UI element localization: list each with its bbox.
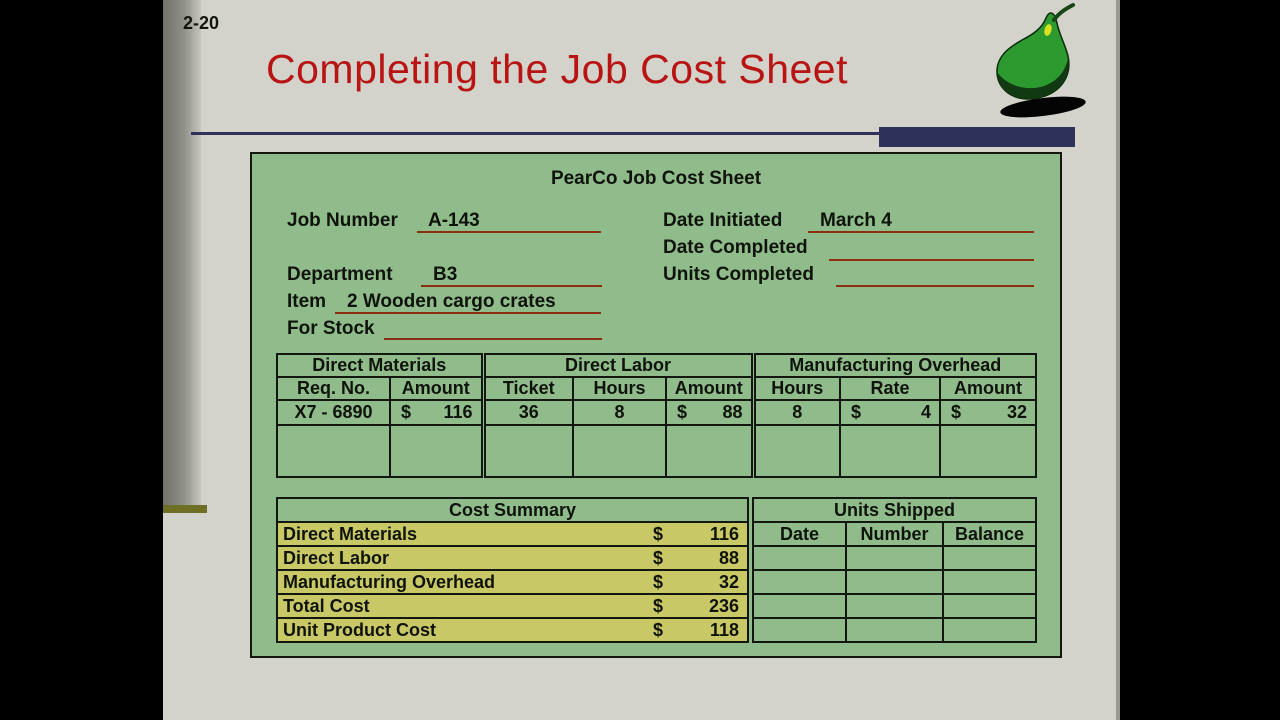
units-shipped-title: Units Shipped bbox=[753, 498, 1036, 522]
department-label: Department bbox=[287, 264, 393, 285]
col-header-req-no: Req. No. bbox=[277, 377, 390, 400]
col-header-dl-amount: Amount bbox=[666, 377, 753, 400]
title-divider-line bbox=[191, 132, 883, 135]
group-header-direct-materials: Direct Materials bbox=[277, 354, 483, 377]
moh-hours-cell: 8 bbox=[753, 400, 840, 425]
moh-amount-cell: $ 32 bbox=[940, 400, 1036, 425]
group-header-manufacturing-overhead: Manufacturing Overhead bbox=[753, 354, 1036, 377]
department-underline bbox=[421, 285, 602, 287]
col-header-moh-amount: Amount bbox=[940, 377, 1036, 400]
olive-accent-bar bbox=[163, 505, 207, 513]
job-detail-table bbox=[276, 353, 1037, 478]
item-label: Item bbox=[287, 291, 327, 312]
units-shipped-table bbox=[752, 497, 1037, 643]
for-stock-underline bbox=[384, 338, 602, 340]
date-initiated-value: March 4 bbox=[820, 210, 892, 231]
shipped-empty-row bbox=[753, 570, 1036, 594]
cost-summary-title: Cost Summary bbox=[277, 498, 748, 522]
left-accent-strip bbox=[163, 0, 201, 506]
job-cost-sheet-panel bbox=[250, 152, 1062, 658]
col-header-moh-hours: Hours bbox=[753, 377, 840, 400]
group-header-direct-labor: Direct Labor bbox=[483, 354, 753, 377]
sheet-title: PearCo Job Cost Sheet bbox=[550, 168, 762, 189]
cost-summary-table bbox=[276, 497, 749, 643]
slide bbox=[163, 0, 1120, 720]
dl-amount-cell: $ 88 bbox=[666, 400, 753, 425]
date-initiated-underline bbox=[808, 231, 1034, 233]
item-value: 2 Wooden cargo crates bbox=[347, 291, 556, 312]
summary-row-direct-materials: Direct Materials $ 116 bbox=[277, 522, 748, 546]
job-number-underline bbox=[417, 231, 601, 233]
ticket-cell: 36 bbox=[483, 400, 573, 425]
col-header-balance: Balance bbox=[943, 522, 1036, 546]
summary-row-unit-product-cost: Unit Product Cost $ 118 bbox=[277, 618, 748, 642]
col-header-ticket: Ticket bbox=[483, 377, 573, 400]
col-header-number: Number bbox=[846, 522, 943, 546]
rate-cell: $ 4 bbox=[840, 400, 940, 425]
detail-data-row bbox=[277, 400, 1036, 425]
col-header-dm-amount: Amount bbox=[390, 377, 483, 400]
date-completed-label: Date Completed bbox=[663, 237, 808, 258]
col-header-dl-hours: Hours bbox=[573, 377, 666, 400]
shipped-empty-row bbox=[753, 546, 1036, 570]
col-header-date: Date bbox=[753, 522, 846, 546]
dl-hours-cell: 8 bbox=[573, 400, 666, 425]
summary-row-total-cost: Total Cost $ 236 bbox=[277, 594, 748, 618]
job-number-value: A-143 bbox=[428, 210, 480, 231]
department-value: B3 bbox=[433, 264, 458, 285]
shipped-empty-row bbox=[753, 594, 1036, 618]
detail-empty-row bbox=[277, 425, 1036, 477]
item-underline bbox=[335, 312, 601, 314]
units-completed-underline bbox=[836, 285, 1034, 287]
units-completed-label: Units Completed bbox=[663, 264, 814, 285]
date-initiated-label: Date Initiated bbox=[663, 210, 783, 231]
col-header-rate: Rate bbox=[840, 377, 940, 400]
for-stock-label: For Stock bbox=[287, 318, 375, 339]
dm-amount-cell: $ 116 bbox=[390, 400, 483, 425]
date-completed-underline bbox=[829, 259, 1034, 261]
slide-number: 2-20 bbox=[183, 13, 220, 33]
summary-row-manufacturing-overhead: Manufacturing Overhead $ 32 bbox=[277, 570, 748, 594]
shipped-empty-row bbox=[753, 618, 1036, 642]
pear-logo-icon bbox=[969, 3, 1095, 121]
title-divider-bar bbox=[879, 127, 1075, 147]
job-number-label: Job Number bbox=[287, 210, 398, 231]
req-no-cell: X7 - 6890 bbox=[277, 400, 390, 425]
summary-row-direct-labor: Direct Labor $ 88 bbox=[277, 546, 748, 570]
slide-title: Completing the Job Cost Sheet bbox=[266, 46, 848, 92]
